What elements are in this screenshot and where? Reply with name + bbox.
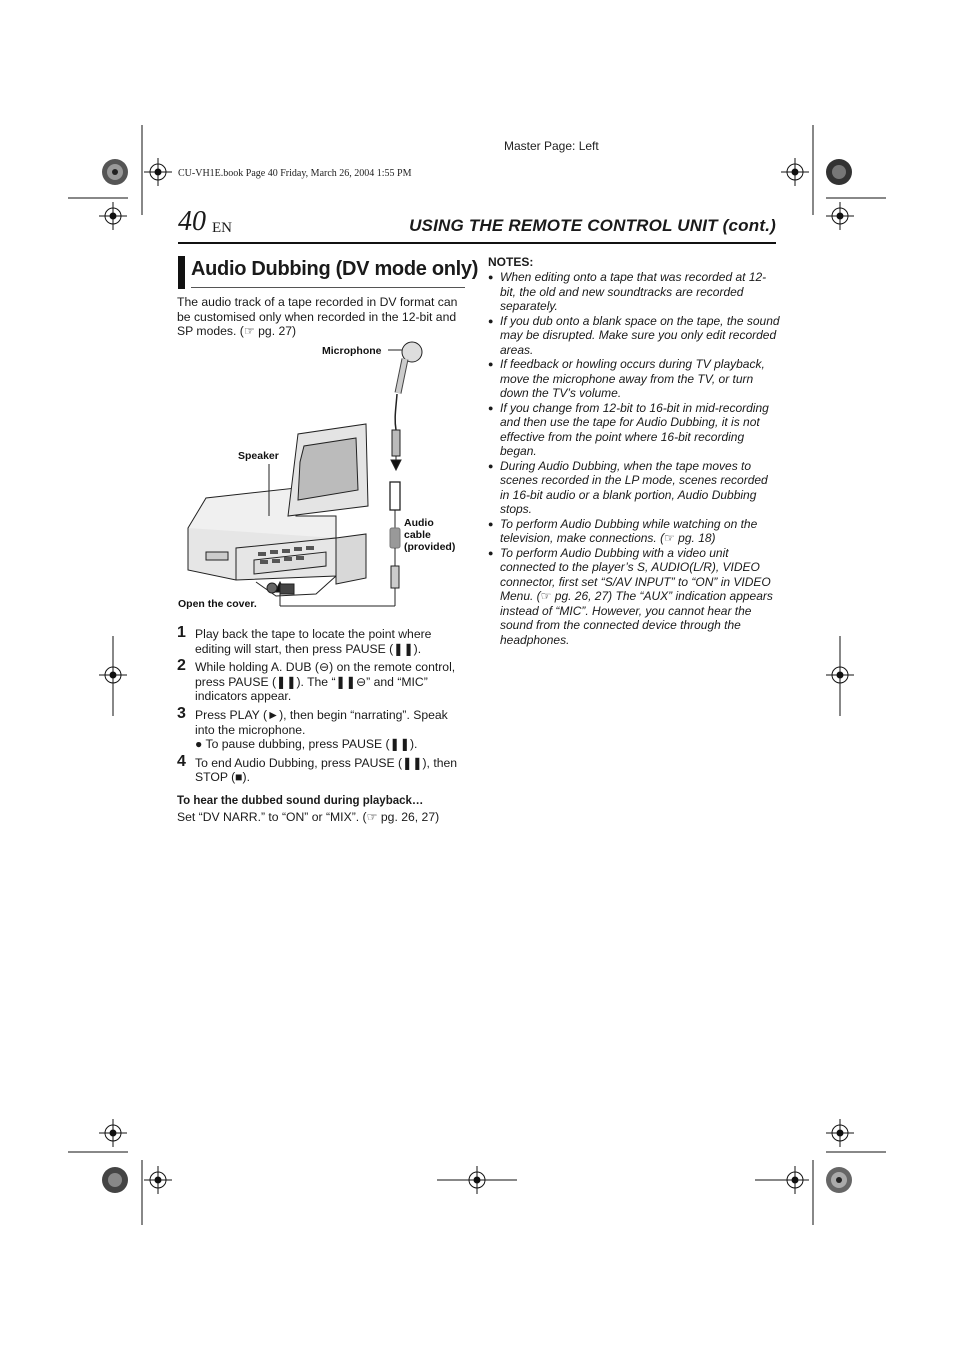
notes-title: NOTES: xyxy=(488,255,534,269)
language-tag: EN xyxy=(212,220,232,236)
notes-list xyxy=(488,270,780,647)
speaker-label: Speaker xyxy=(238,450,279,462)
step-number: 3 xyxy=(177,704,186,722)
dubbing-illustration xyxy=(176,338,476,623)
steps-list xyxy=(177,624,467,789)
step-text: Play back the tape to locate the point where editing will start, then press PAUSE (❚❚). xyxy=(195,627,432,656)
page-heading: Audio Dubbing (DV mode only) xyxy=(191,258,479,280)
playback-tip-title: To hear the dubbed sound during playback… xyxy=(177,795,424,807)
step-number: 4 xyxy=(177,752,186,770)
audio-cable-label-3: (provided) xyxy=(404,541,456,553)
heading-bar xyxy=(178,256,185,289)
note-item: ● During Audio Dubbing, when the tape moves to scenes recorded in the LP mode, scenes recorded in 16-bit audio or a blank portion, Audio Dubbing stops. xyxy=(488,459,780,517)
intro-paragraph: The audio track of a tape recorded in DV format can be customised only when recorded in the 12-bit and SP modes. (☞ pg. 27) xyxy=(177,295,458,338)
note-item: ● When editing onto a tape that was recorded at 12-bit, the old and new soundtracks are recorded separately. xyxy=(488,270,780,314)
open-cover-label: Open the cover. xyxy=(178,598,257,610)
page-number: 40 xyxy=(178,206,206,237)
audio-cable-label-1: Audio xyxy=(404,517,434,529)
step-1 xyxy=(177,624,467,656)
step-text: To end Audio Dubbing, press PAUSE (❚❚), then STOP (■). xyxy=(195,755,458,785)
note-item: ● If you dub onto a blank space on the tape, the sound may be disrupted. Make sure you only edit recorded areas. xyxy=(488,314,780,358)
header-rule xyxy=(178,242,776,244)
note-item: ● To perform Audio Dubbing with a video unit connected to the player’s S, AUDIO(L/R), VIDEO connector, first set “S/AV INPUT” to “ON” in VIDEO Menu. (☞ pg. 26, 27) The “AUX” indication appears instead of “MIC”. However, you cannot hear the sound from the connected device through the headphones. xyxy=(488,546,780,648)
master-page-label: Master Page: Left xyxy=(504,139,599,153)
step-4 xyxy=(177,752,467,785)
note-item: ● If feedback or howling occurs during TV playback, move the microphone away from the TV, or turn down the TV’s volume. xyxy=(488,357,780,401)
heading-rule xyxy=(191,287,465,288)
section-title: USING THE REMOTE CONTROL UNIT (cont.) xyxy=(409,216,776,235)
step-text: While holding A. DUB (⊖) on the remote control, press PAUSE (❚❚). The “❚❚⊖” and “MIC” indicators appear. xyxy=(195,660,456,704)
step-text: Press PLAY (►), then begin “narrating”. Speak into the microphone. xyxy=(195,707,448,737)
note-item: ● If you change from 12-bit to 16-bit in mid-recording and then use the tape for Audio Dubbing, it is not effective from the point where 16-bit recording began. xyxy=(488,401,780,459)
note-item: ● To perform Audio Dubbing while watching on the television, make connections. (☞ pg. 18) xyxy=(488,517,780,546)
step-3-subnote: ● To pause dubbing, press PAUSE (❚❚). xyxy=(195,737,418,752)
step-2 xyxy=(177,657,467,704)
step-number: 1 xyxy=(177,624,186,641)
step-3 xyxy=(177,704,467,737)
audio-cable-label-2: cable xyxy=(404,529,431,541)
playback-tip-text: Set “DV NARR.” to “ON” or “MIX”. (☞ pg. 26, 27) xyxy=(177,810,440,824)
step-number: 2 xyxy=(177,657,186,675)
book-info-line: CU-VH1E.book Page 40 Friday, March 26, 2004 1:55 PM xyxy=(178,168,412,179)
microphone-label: Microphone xyxy=(322,345,382,357)
